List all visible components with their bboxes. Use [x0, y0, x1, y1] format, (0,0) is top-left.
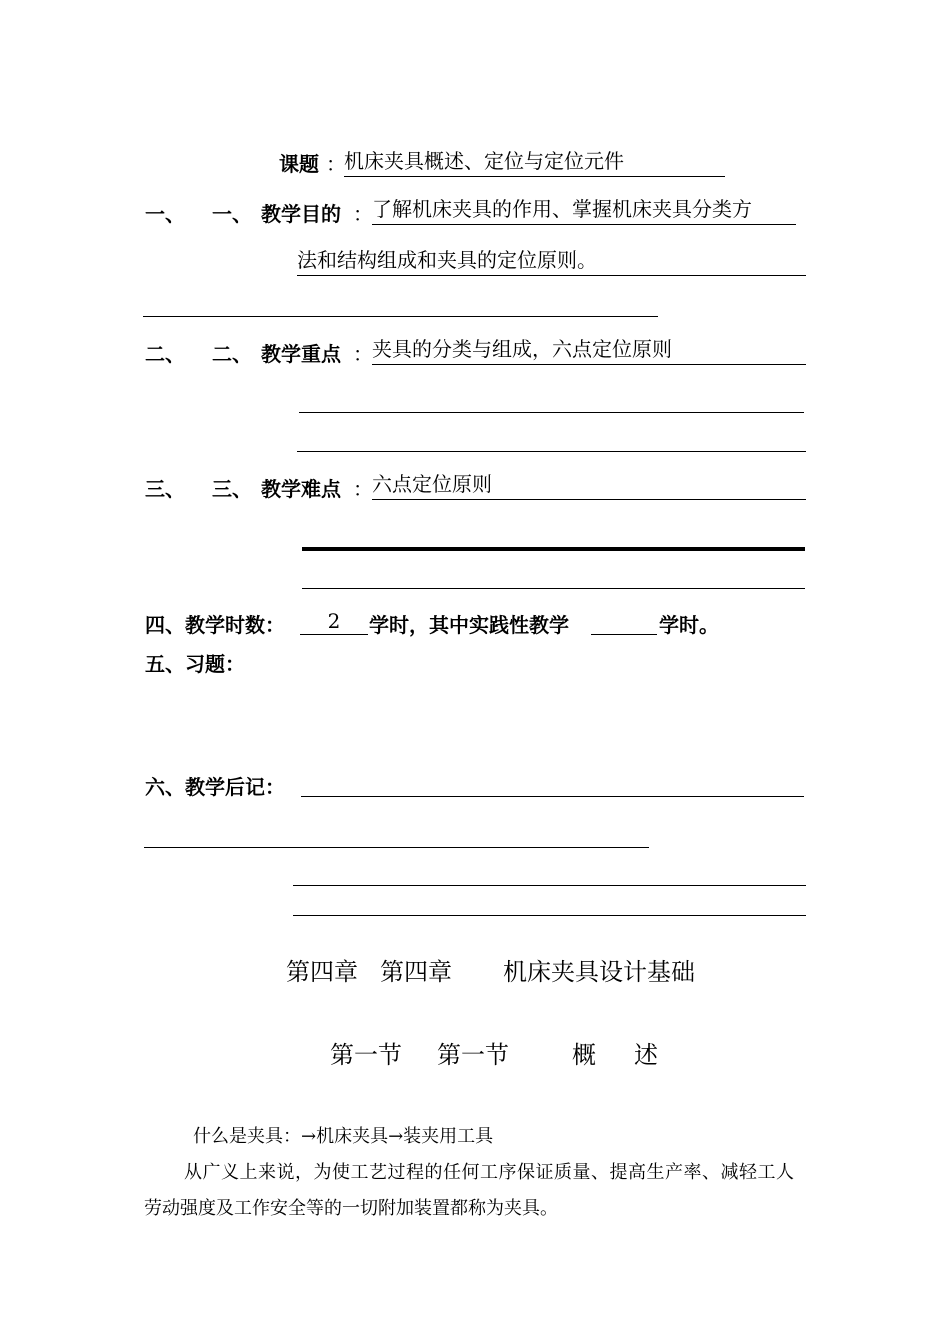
- s2-value: 夹具的分类与组成，六点定位原则: [372, 334, 806, 365]
- section-part2: 第一节: [437, 1041, 509, 1069]
- s1-num-b: 一、: [212, 202, 252, 226]
- s3-num-a: 三、: [145, 477, 185, 501]
- section-title-char2: 述: [634, 1041, 658, 1069]
- section-part1: 第一节: [330, 1041, 402, 1069]
- body-line-1: 什么是夹具：→机床夹具→装夹用工具: [193, 1126, 494, 1147]
- s3-num-b: 三、: [212, 477, 252, 501]
- s2-num-a: 二、: [145, 342, 185, 366]
- s5-label: 五、习题：: [145, 652, 245, 676]
- s2-colon: ：: [353, 342, 373, 366]
- s4-suffix: 学时。: [659, 613, 719, 637]
- body-para-line-1: 从广义上来说，为使工艺过程的任何工序保证质量、提高生产率、减轻工人: [184, 1162, 795, 1183]
- body-para-line-2: 劳动强度及工作安全等的一切附加装置都称为夹具。: [144, 1198, 558, 1219]
- topic-value: 机床夹具概述、定位与定位元件: [344, 146, 725, 177]
- s3-colon: ：: [353, 477, 373, 501]
- s1-num-a: 一、: [145, 202, 185, 226]
- s4-practice-value: [591, 606, 657, 635]
- chapter-part2: 第四章: [380, 958, 452, 986]
- s4-hours-value: 2: [300, 606, 368, 635]
- s1-colon: ：: [353, 202, 373, 226]
- s6-label: 六、教学后记：: [145, 775, 285, 799]
- chapter-part1: 第四章: [286, 958, 358, 986]
- s3-thick-line: [302, 547, 805, 551]
- chapter-title: 机床夹具设计基础: [503, 958, 695, 986]
- s1-value-line1: 了解机床夹具的作用、掌握机床夹具分类方: [372, 194, 796, 225]
- topic-label: 课题: [279, 152, 319, 176]
- s2-label: 教学重点: [261, 342, 341, 366]
- section-title-char1: 概: [572, 1041, 596, 1069]
- s4-label: 四、教学时数：: [145, 613, 285, 637]
- s6-line-2: [144, 847, 649, 848]
- s6-line-3: [293, 885, 806, 886]
- s2-num-b: 二、: [212, 342, 252, 366]
- s2-blank-line-1: [299, 412, 804, 413]
- s2-blank-line-2: [297, 451, 806, 452]
- s6-line-4: [293, 915, 806, 916]
- s6-line-1: [301, 796, 804, 797]
- s3-value: 六点定位原则: [372, 469, 806, 500]
- s1-label: 教学目的: [261, 202, 341, 226]
- s3-label: 教学难点: [261, 477, 341, 501]
- s1-value-line2: 法和结构组成和夹具的定位原则。: [297, 245, 806, 276]
- topic-colon: ：: [326, 152, 346, 176]
- s1-blank-line: [143, 316, 658, 317]
- s3-blank-line: [302, 588, 805, 589]
- s4-middle-text: 学时，其中实践性教学: [369, 613, 569, 637]
